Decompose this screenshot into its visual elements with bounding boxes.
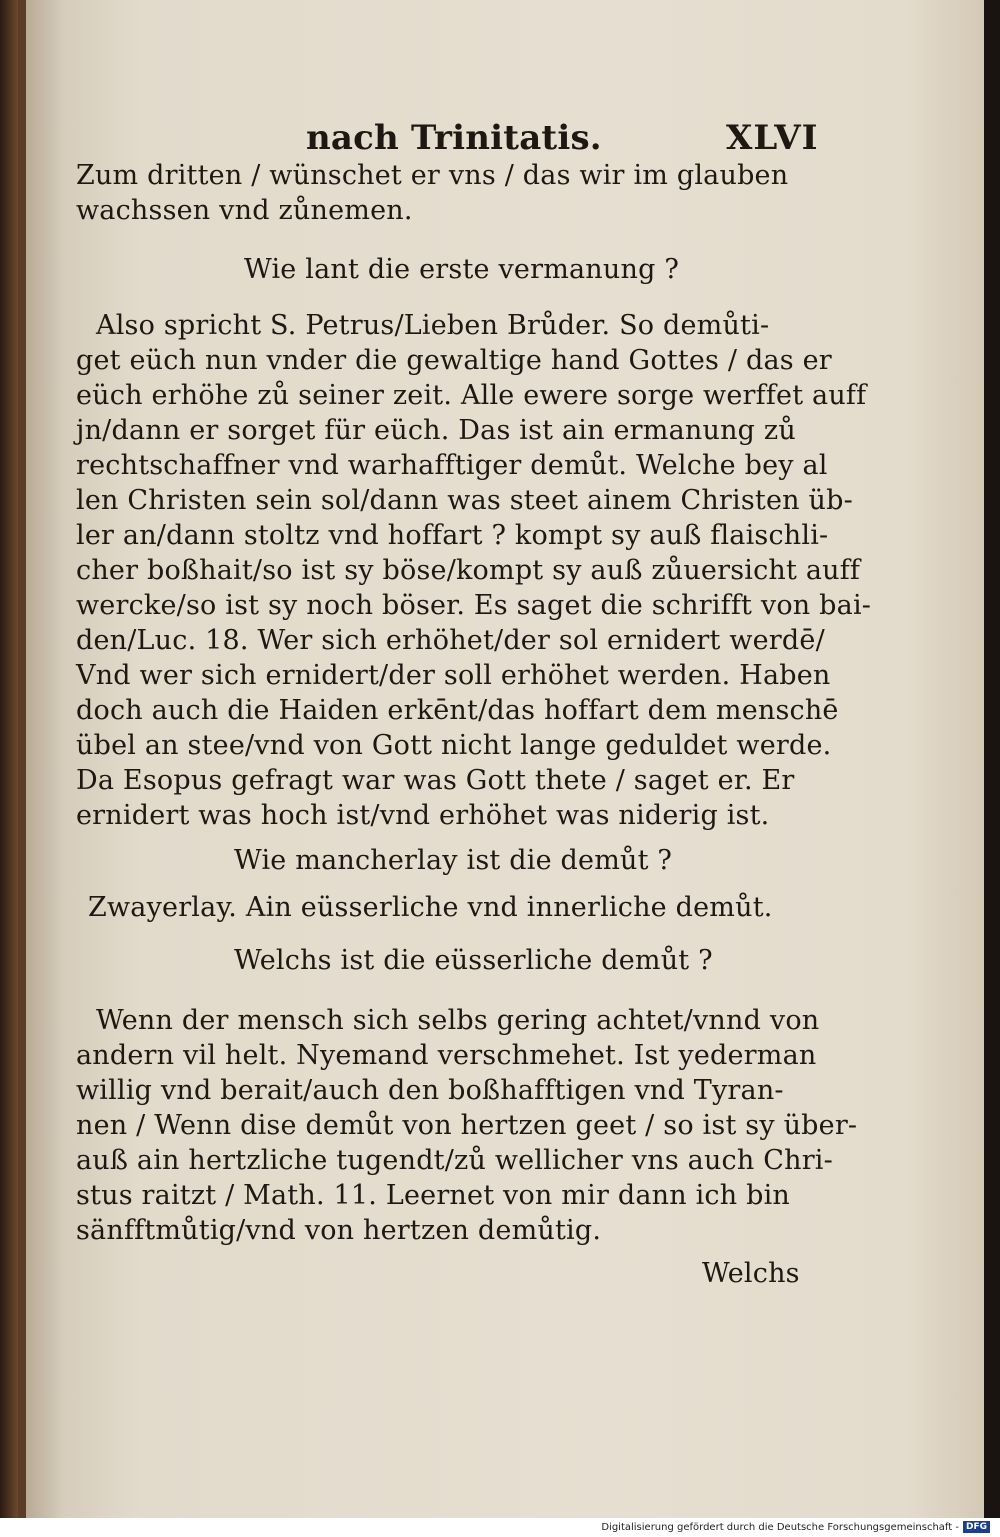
book-page (18, 0, 984, 1518)
dfg-logo: DFG (963, 1521, 990, 1533)
text-line: eüch erhöhe zů seiner zeit. Alle ewere sorge werffet auff (76, 380, 867, 411)
text-line: ernidert was hoch ist/vnd erhöhet was niderig ist. (76, 800, 770, 831)
text-line: nen / Wenn dise demůt von hertzen geet / so ist sy über- (76, 1110, 858, 1141)
text-line: ler an/dann stoltz vnd hoffart ? kompt sy auß flaischli- (76, 520, 829, 551)
text-line: rechtschaffner vnd warhafftiger demůt. Welche bey al (76, 450, 828, 481)
text-line: willig vnd berait/auch den boßhafftigen vnd Tyran- (76, 1075, 784, 1106)
book-spine (0, 0, 18, 1518)
text-line: Da Esopus gefragt war was Gott thete / saget er. Er (76, 765, 795, 796)
text-line: Vnd wer sich ernidert/der soll erhöhet werden. Haben (76, 660, 831, 691)
folio-number: XLVI (726, 118, 819, 158)
section-heading: Wie lant die erste vermanung ? (244, 254, 680, 285)
text-line: Also spricht S. Petrus/Lieben Brůder. So demůti- (96, 310, 770, 341)
digitization-credit (601, 1521, 990, 1533)
text-line: len Christen sein sol/dann was steet ainem Christen üb- (76, 485, 853, 516)
text-line: wachssen vnd zůnemen. (76, 195, 413, 226)
text-line: den/Luc. 18. Wer sich erhöhet/der sol ernidert werdē/ (76, 625, 825, 656)
credit-text: Digitalisierung gefördert durch die Deutsche Forschungsgemeinschaft - (601, 1521, 959, 1533)
text-line: cher boßhait/so ist sy böse/kompt sy auß zůuersicht auff (76, 555, 861, 586)
text-line: wercke/so ist sy noch böser. Es saget die schrifft von bai- (76, 590, 872, 621)
text-line: stus raitzt / Math. 11. Leernet von mir dann ich bin (76, 1180, 791, 1211)
text-line: Wenn der mensch sich selbs gering achtet/vnnd von (96, 1005, 820, 1036)
text-line: jn/dann er sorget für eüch. Das ist ain ermanung zů (76, 415, 796, 446)
text-line: übel an stee/vnd von Gott nicht lange geduldet werde. (76, 730, 832, 761)
running-head: nach Trinitatis. (306, 118, 602, 158)
section-heading: Wie mancherlay ist die demůt ? (234, 845, 673, 876)
text-line: doch auch die Haiden erkēnt/das hoffart dem menschē (76, 695, 839, 726)
text-line: auß ain hertzliche tugendt/zů wellicher vns auch Chri- (76, 1145, 833, 1176)
text-line: sänfftmůtig/vnd von hertzen demůtig. (76, 1215, 602, 1246)
text-line: Zum dritten / wünschet er vns / das wir im glauben (76, 160, 789, 191)
section-heading: Welchs ist die eüsserliche demůt ? (234, 945, 713, 976)
text-line: get eüch nun vnder die gewaltige hand Gottes / das er (76, 345, 832, 376)
text-line: andern vil helt. Nyemand verschmehet. Ist yederman (76, 1040, 817, 1071)
answer-line: Zwayerlay. Ain eüsserliche vnd innerliche demůt. (88, 892, 773, 923)
catchword: Welchs (702, 1258, 800, 1289)
